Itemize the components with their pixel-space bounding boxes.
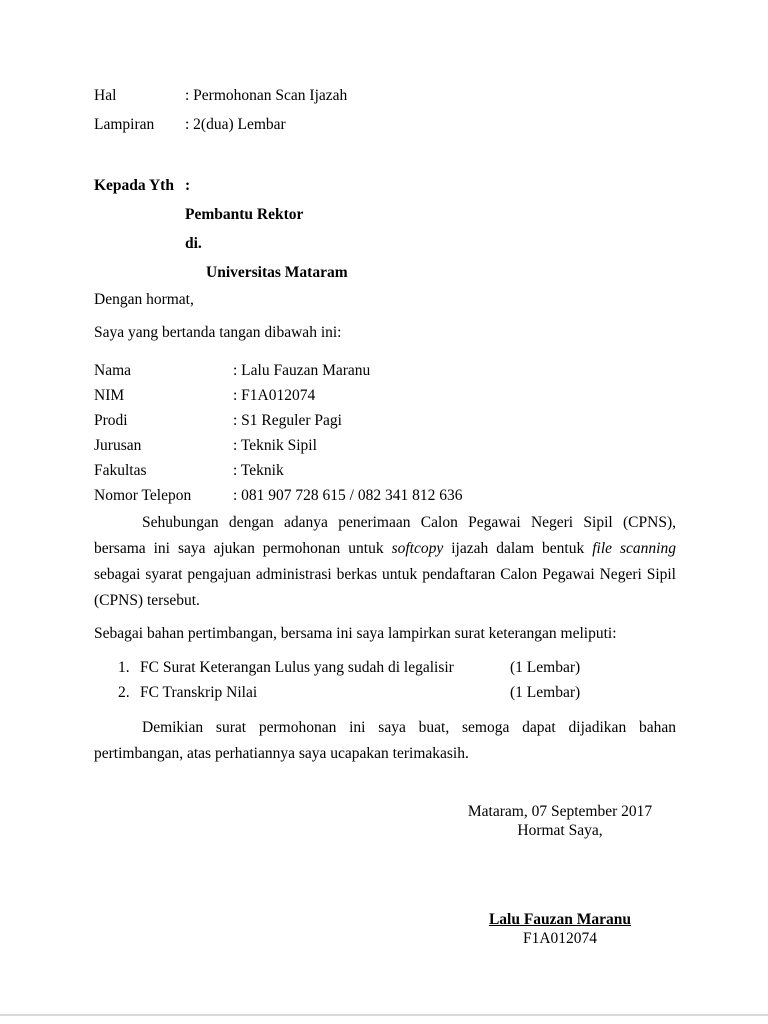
body-text-1: Sehubungan dengan adanya penerimaan Calon Pegawai Negeri Sipil (CPNS), bersama ini saya ajukan permohonan untuk bbox=[94, 514, 676, 557]
signature-nim: F1A012074 bbox=[522, 930, 598, 947]
identity-table bbox=[94, 358, 676, 508]
identity-row bbox=[94, 408, 676, 433]
identity-label: Prodi bbox=[94, 412, 128, 429]
identity-label: Nomor Telepon bbox=[94, 487, 192, 504]
subject-value: : Permohonan Scan Ijazah bbox=[185, 87, 348, 104]
identity-value: : F1A012074 bbox=[233, 387, 316, 404]
body-paragraph bbox=[94, 510, 676, 614]
identity-label: NIM bbox=[94, 387, 125, 404]
attachments-list bbox=[94, 655, 676, 705]
body-italic-file-scanning: file scanning bbox=[592, 540, 676, 557]
attachment-text: FC Surat Keterangan Lulus yang sudah di legalisir bbox=[140, 659, 454, 676]
page-bottom-edge bbox=[0, 1014, 768, 1016]
attachment-count-value: : 2(dua) Lembar bbox=[185, 116, 286, 133]
salutation: Dengan hormat, bbox=[94, 291, 194, 308]
attachment-item bbox=[94, 655, 676, 680]
attachment-number: 1. bbox=[118, 659, 130, 676]
identity-value: : Teknik Sipil bbox=[233, 437, 317, 454]
intro-line: Saya yang bertanda tangan dibawah ini: bbox=[94, 324, 342, 341]
identity-row bbox=[94, 433, 676, 458]
recipient-title: Pembantu Rektor bbox=[185, 206, 304, 223]
signature-place-date: Mataram, 07 September 2017 bbox=[467, 803, 653, 820]
identity-row bbox=[94, 383, 676, 408]
identity-label: Jurusan bbox=[94, 437, 142, 454]
attachment-sheet-count: (1 Lembar) bbox=[510, 659, 581, 676]
attachment-count-label: Lampiran bbox=[94, 116, 155, 133]
identity-value: : Teknik bbox=[233, 462, 284, 479]
recipient-heading bbox=[94, 176, 676, 195]
attachment-sheet-count: (1 Lembar) bbox=[510, 684, 581, 701]
attachment-count-row bbox=[94, 115, 676, 134]
attachment-text: FC Transkrip Nilai bbox=[140, 684, 258, 701]
recipient-block bbox=[94, 176, 676, 282]
subject-label: Hal bbox=[94, 87, 117, 104]
identity-label: Fakultas bbox=[94, 462, 147, 479]
attachment-number: 2. bbox=[118, 684, 130, 701]
recipient-heading-colon: : bbox=[185, 177, 191, 194]
identity-row bbox=[94, 483, 676, 508]
subject-row bbox=[94, 86, 676, 105]
recipient-institution: Universitas Mataram bbox=[206, 264, 348, 281]
recipient-di: di. bbox=[185, 235, 202, 252]
identity-label: Nama bbox=[94, 362, 132, 379]
signature-greeting: Hormat Saya, bbox=[517, 822, 603, 839]
body-text-3: sebagai syarat pengajuan administrasi berkas untuk pendaftaran Calon Pegawai Negeri Sipil (CPNS) tersebut. bbox=[94, 566, 676, 609]
identity-value: : S1 Reguler Pagi bbox=[233, 412, 342, 429]
body-italic-softcopy: softcopy bbox=[391, 540, 444, 557]
attachments-intro: Sebagai bahan pertimbangan, bersama ini saya lampirkan surat keterangan meliputi: bbox=[94, 625, 617, 642]
identity-value: : 081 907 728 615 / 082 341 812 636 bbox=[233, 487, 463, 504]
recipient-heading-label: Kepada Yth bbox=[94, 177, 174, 194]
identity-row bbox=[94, 358, 676, 383]
attachment-item bbox=[94, 680, 676, 705]
signature-block bbox=[462, 802, 658, 948]
signature-name: Lalu Fauzan Maranu bbox=[488, 911, 632, 928]
letter-content bbox=[94, 86, 676, 948]
body-text-2: ijazah dalam bentuk bbox=[443, 540, 593, 557]
closing-paragraph: Demikian surat permohonan ini saya buat, semoga dapat dijadikan bahan pertimbangan, atas perhatiannya saya ucapakan terimakasih. bbox=[94, 719, 676, 762]
identity-row bbox=[94, 458, 676, 483]
identity-value: : Lalu Fauzan Maranu bbox=[233, 362, 371, 379]
